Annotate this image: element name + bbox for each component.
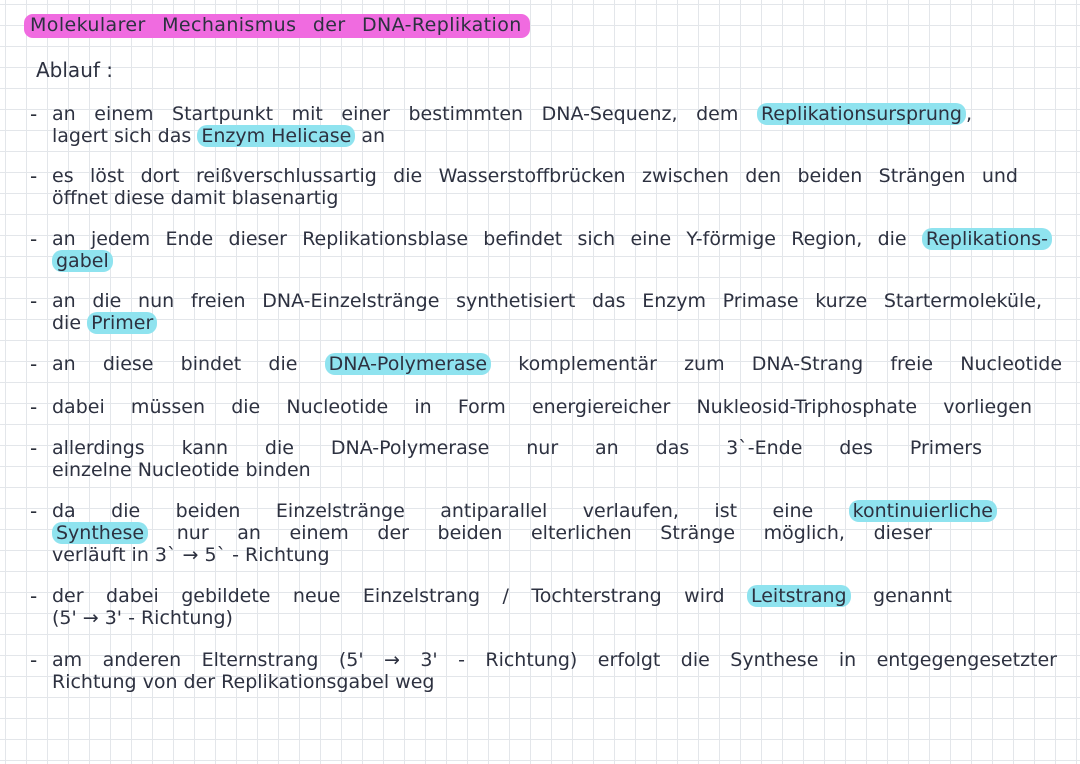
bullet-dash: - xyxy=(30,499,38,523)
item-line xyxy=(52,437,982,459)
item-line xyxy=(52,103,972,125)
line-text: , xyxy=(965,103,973,125)
item-line xyxy=(52,396,1032,418)
highlighted-term: kontinuierliche xyxy=(849,500,997,522)
highlighted-term: Replikations- xyxy=(922,228,1052,250)
item-line xyxy=(52,459,311,481)
bullet-dash: - xyxy=(30,227,38,251)
line-text: an diese bindet die xyxy=(52,353,298,375)
item-line xyxy=(52,671,434,693)
highlighted-term: Leitstrang xyxy=(747,585,851,607)
line-text: es löst dort reißverschlussartig die Wasserstoffbrücken zwischen den beiden Strängen und xyxy=(52,165,1018,187)
item-line xyxy=(52,125,385,147)
bullet-dash: - xyxy=(30,436,38,460)
highlighted-term: DNA-Polymerase xyxy=(325,353,491,375)
bullet-dash: - xyxy=(30,102,38,126)
line-text: komplementär zum DNA-Strang freie Nucleotide xyxy=(518,353,1063,375)
line-text: an einem Startpunkt mit einer bestimmten DNA-Sequenz, dem xyxy=(52,103,739,125)
item-line xyxy=(52,312,157,334)
line-text: (5' → 3' - Richtung) xyxy=(52,607,233,629)
line-text: verläuft in 3` → 5` - Richtung xyxy=(52,544,330,566)
line-text: an jedem Ende dieser Replikationsblase befindet sich eine Y-förmige Region, die xyxy=(52,228,907,250)
line-text: allerdings kann die DNA-Polymerase nur an das 3`-Ende des Primers xyxy=(52,437,982,459)
highlighted-term: gabel xyxy=(52,250,113,272)
line-text: der dabei gebildete neue Einzelstrang / Tochterstrang wird xyxy=(52,585,725,607)
item-line xyxy=(52,165,1018,187)
line-text: öffnet diese damit blasenartig xyxy=(52,187,339,209)
line-text: dabei müssen die Nucleotide in Form energiereicher Nukleosid-Triphosphate vorliegen xyxy=(52,396,1032,418)
item-line xyxy=(52,228,1052,250)
line-text: Richtung von der Replikationsgabel weg xyxy=(52,671,435,693)
section-heading: Ablauf : xyxy=(36,58,114,82)
page-title: Molekularer Mechanismus der DNA-Replikation xyxy=(24,14,530,38)
line-text: an xyxy=(361,125,386,147)
item-line xyxy=(52,250,113,272)
highlighted-term: Synthese xyxy=(52,522,148,544)
line-text: lagert sich das xyxy=(52,125,192,147)
line-text: genannt xyxy=(873,585,952,607)
item-line xyxy=(52,544,330,566)
item-line xyxy=(52,353,1062,375)
bullet-dash: - xyxy=(30,289,38,313)
item-line xyxy=(52,500,997,522)
item-line xyxy=(52,522,932,544)
item-line xyxy=(52,649,1057,671)
line-text: an die nun freien DNA-Einzelstränge synthetisiert das Enzym Primase kurze Startermoleküle, xyxy=(52,290,1042,312)
bullet-dash: - xyxy=(30,584,38,608)
highlighted-term: Enzym Helicase xyxy=(197,125,355,147)
bullet-dash: - xyxy=(30,395,38,419)
line-text: die xyxy=(52,312,82,334)
highlighted-term: Replikationsursprung xyxy=(757,103,966,125)
item-line xyxy=(52,585,952,607)
item-line xyxy=(52,187,338,209)
item-line xyxy=(52,607,233,629)
bullet-dash: - xyxy=(30,164,38,188)
line-text: einzelne Nucleotide binden xyxy=(52,459,311,481)
item-line xyxy=(52,290,1042,312)
bullet-dash: - xyxy=(30,648,38,672)
bullet-dash: - xyxy=(30,352,38,376)
line-text: da die beiden Einzelstränge antiparallel verlaufen, ist eine xyxy=(52,500,814,522)
highlighted-term: Primer xyxy=(87,312,157,334)
line-text: am anderen Elternstrang (5' → 3' - Richtung) erfolgt die Synthese in entgegengesetzter xyxy=(52,649,1057,671)
line-text: nur an einem der beiden elterlichen Stränge möglich, dieser xyxy=(176,522,932,544)
